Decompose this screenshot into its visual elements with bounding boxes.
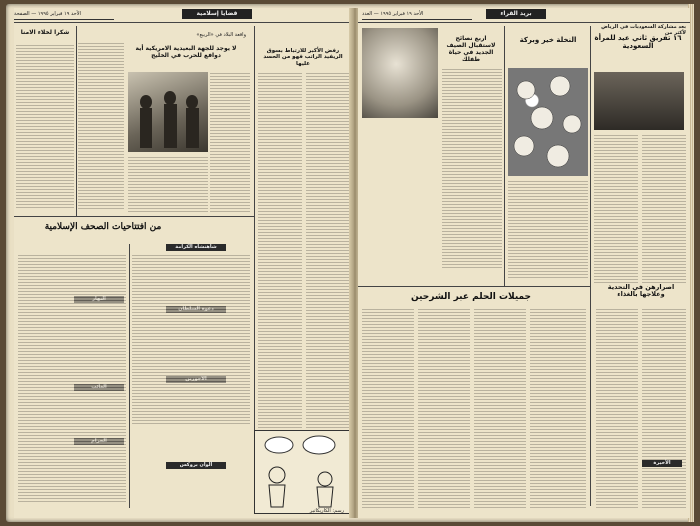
main-headline: لا يوجد للجهة البعيدية الامريكية أية دوافع للحرب في الخليج: [135, 45, 237, 59]
column-rule: [504, 26, 505, 286]
right-folio: الأحد ١٩ فبراير ١٩٩٥ — العدد: [362, 10, 472, 20]
flower-photo: [508, 68, 588, 176]
column-rule: [590, 26, 591, 506]
column-rule: [76, 26, 77, 216]
cartoon-box: [254, 430, 352, 514]
photo-figures: [128, 72, 208, 152]
article-text: [362, 308, 414, 508]
article-text: [128, 156, 208, 212]
left-col-headline: شكرا لخلاء الامنا: [20, 29, 70, 36]
editorial-subhead: ألوان بروكس: [166, 462, 226, 469]
left-page: [14, 8, 352, 518]
main-subhead: واقعة البلاد في «الربيع»: [196, 32, 246, 38]
small-label: الأخيرة: [642, 460, 682, 467]
car-photo: [594, 72, 684, 130]
editorial-text: [132, 254, 250, 424]
article-text: [306, 72, 350, 432]
soldiers-photo: [128, 72, 208, 152]
child-photo: [362, 28, 438, 118]
bottom-box-headline: اصرارهن في التحدية وعلاجها بالغذاء: [607, 283, 675, 299]
top-kicker: بعد مشاركة السعوديات في الرياض لأكثر من: [601, 24, 686, 36]
article-text: [594, 134, 638, 284]
flower-headline: النخلة خير وبركة: [519, 36, 577, 44]
editorial-subhead: شاهنشاه الكرامة: [166, 244, 226, 251]
article-text: [596, 308, 638, 508]
center-headline: جميلات الحلم عبر الشرحين: [410, 292, 532, 302]
newspaper-spread: [6, 4, 694, 522]
right-section-title: بريد القراء: [486, 9, 546, 19]
article-text: [78, 42, 124, 210]
top-headline: ١٦ تفريق ثاني عيد للمرأة السعودية: [594, 34, 682, 51]
column-rule: [129, 244, 130, 508]
left-top-rule: [14, 22, 352, 23]
flower-pattern: [508, 68, 588, 176]
left-col-text: [16, 44, 74, 209]
article-text: [530, 308, 586, 508]
left-section-title: قضايا إسلامية: [182, 9, 252, 19]
section-rule: [14, 216, 254, 217]
cartoon-caption: رسم: الكاريكاتير: [309, 508, 344, 514]
child-headline: اربع نصائح لاستقبال الصيف الجديد في حياة طفلك: [446, 35, 496, 63]
editorials-headline: من افتتاحيات الصحف الإسلامية: [44, 222, 162, 232]
article-text: [642, 308, 686, 508]
article-text: [442, 68, 502, 268]
article-text: [418, 308, 470, 508]
article-text: [258, 72, 302, 432]
article-text: [642, 134, 686, 284]
left-folio: الأحد ١٩ فبراير ١٩٩٥ — الصفحة: [14, 10, 114, 20]
article-text: [474, 308, 526, 508]
right-top-rule: [358, 22, 690, 23]
editorial-text: [18, 254, 126, 504]
cartoon-drawing: [255, 431, 351, 513]
article-text: [210, 72, 250, 212]
right-page: [358, 8, 690, 518]
middle-headline: رفض الأكبر للارتباط بسوق الريفيد الراتب فهو من الحسد عليها: [263, 48, 343, 67]
section-rule: [358, 286, 590, 287]
article-text: [508, 180, 588, 280]
